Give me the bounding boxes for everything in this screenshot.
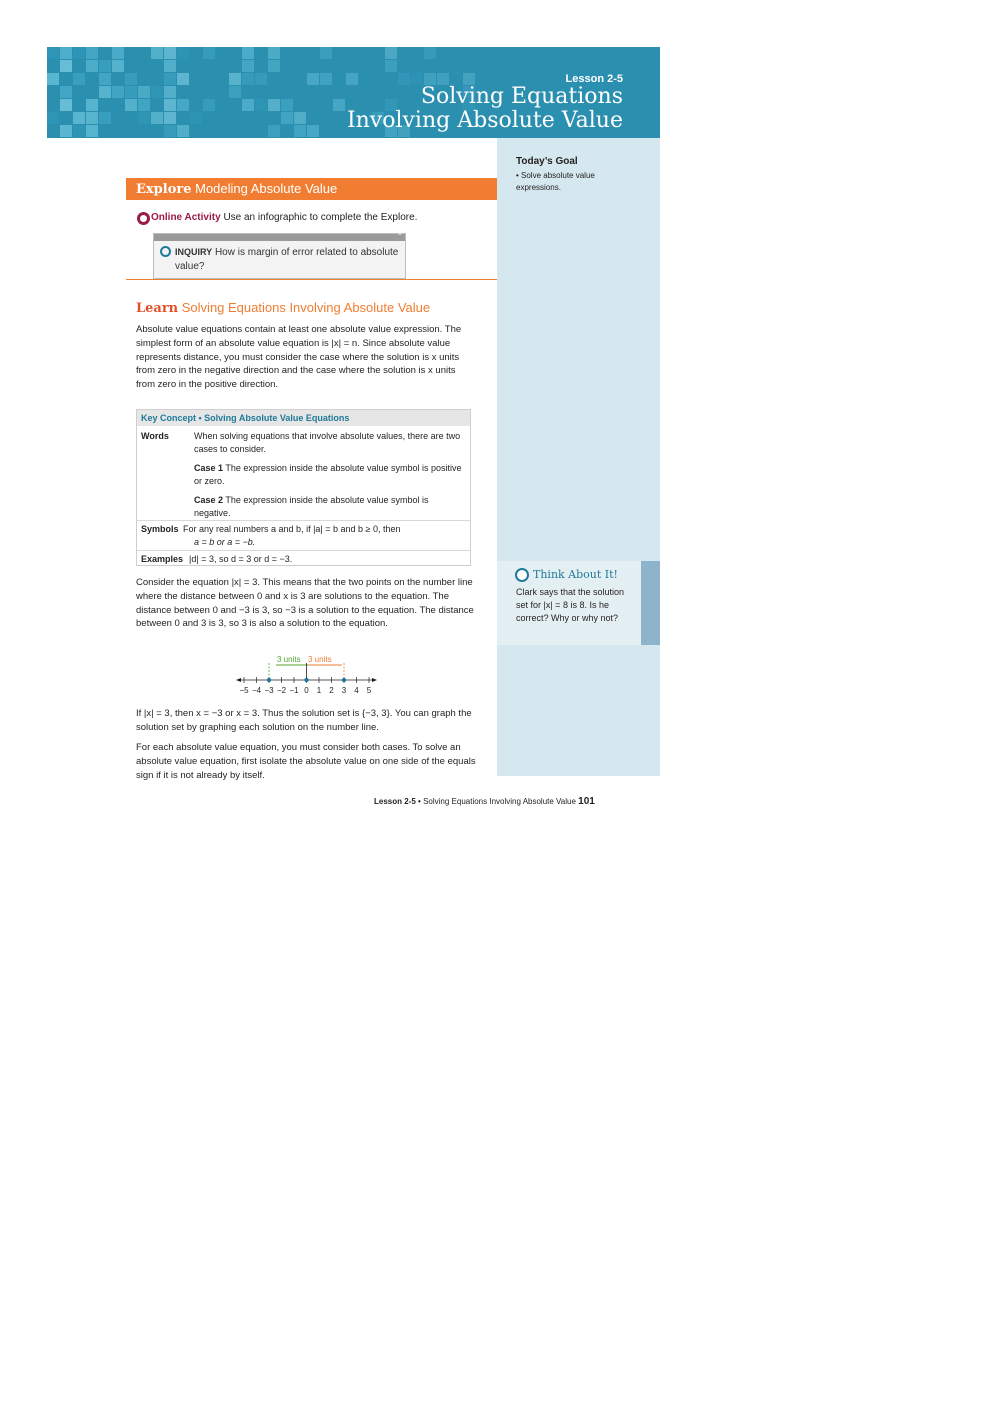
banner-tile [164,112,176,124]
banner-tile [112,47,124,59]
left-distance-label: 3 units [277,655,301,664]
number-line-tick-label: 2 [329,686,334,695]
banner-tile [99,60,111,72]
number-line-tick-label: −4 [251,686,262,695]
symbols-text-2: a = b or a = −b. [194,537,256,547]
number-line-tick-label: 4 [354,686,359,695]
explore-bar [126,178,497,200]
banner-tile [268,47,280,59]
banner-tile [333,99,345,111]
banner-tile [255,99,267,111]
banner-tile [177,47,189,59]
number-line-tick-label: −2 [276,686,287,695]
online-activity-label[interactable]: Online Activity [151,212,221,223]
banner-tile [229,73,241,85]
banner-tile [268,99,280,111]
key-concept-header [137,410,470,426]
banner-tile [281,112,293,124]
footer-lesson: Lesson 2-5 [374,797,416,806]
learn-title: Solving Equations Involving Absolute Value [181,300,431,315]
banner-tile [138,86,150,98]
banner-tile [112,86,124,98]
number-line-tick-label: 0 [304,686,309,695]
banner-tile [112,60,124,72]
banner-tile [47,73,59,85]
left-arrow-icon [236,678,241,682]
banner-tile [86,47,98,59]
inquiry-label: INQUIRY [175,247,213,257]
banner-tile [60,47,72,59]
banner-tile [385,60,397,72]
number-line-tick-label: −5 [239,686,249,695]
case-2-text: The expression inside the absolute value symbol is negative. [194,495,429,518]
banner-tile [60,60,72,72]
key-concept-title: Key Concept • Solving Absolute Value Equations [141,413,350,423]
inquiry-icon [160,246,171,257]
banner-tile [190,112,202,124]
banner-tile [47,47,59,59]
banner-tile [294,112,306,124]
banner-tile [307,125,319,137]
banner-tile [73,73,85,85]
number-line-tick-label: 3 [341,686,347,695]
explore-label: Explore [136,182,192,197]
learn-paragraph-1: Absolute value equations contain at least one absolute value expression. The simplest form of an absolute value equation is |x| = n. Since absolute value represents distance, you must consider the case where the solution is x units from zero in the negative direction and the case where the solution is x units from zero in the positive direction. [136,324,462,391]
case-2-label: Case 2 [194,495,224,505]
banner-tile [86,99,98,111]
examples-label: Examples [141,554,184,564]
banner-tile [242,73,254,85]
banner-tile [164,60,176,72]
symbols-text-1: For any real numbers a and b, if |a| = b and b ≥ 0, then [183,524,401,534]
banner-tile [73,47,85,59]
banner-tile [255,73,267,85]
banner-tile [60,99,72,111]
banner-tile [99,112,111,124]
banner-tile [125,86,137,98]
banner-tile [203,47,215,59]
banner-tile [60,86,72,98]
banner-tile [294,125,306,137]
think-about-it-text: Clark says that the solution set for |x| = 8 is 8. Is he correct? Why or why not? [516,587,625,623]
banner-tile [125,99,137,111]
page-number: 101 [578,796,595,807]
right-arrow-icon [372,678,377,682]
inquiry-title-bar [154,231,405,241]
banner-tile [86,112,98,124]
banner-tile [424,47,436,59]
footer-separator: • [418,797,421,806]
banner-tile [125,73,137,85]
online-activity[interactable] [151,212,417,223]
think-tab [641,561,660,645]
banner-tile [138,112,150,124]
banner-tile [164,73,176,85]
case-2 [194,494,466,520]
explore-title: Modeling Absolute Value [195,181,338,196]
lesson-label: Lesson 2-5 [565,73,623,85]
number-line-tick-label: −3 [264,686,274,695]
banner-tile [320,73,332,85]
number-line-point [304,678,308,682]
banner-tile [164,125,176,137]
banner-tile [151,112,163,124]
lesson-title-line1: Solving Equations [420,84,623,109]
words-text: When solving equations that involve absolute values, there are two cases to consider. [194,431,461,454]
case-1 [194,462,466,488]
banner-tile [151,47,163,59]
banner-tile [242,60,254,72]
banner-tile [73,125,85,137]
lesson-title-line2: Involving Absolute Value [346,108,623,133]
banner-tile [164,86,176,98]
banner-tile [268,125,280,137]
online-activity-icon [137,212,150,225]
banner-tile [268,60,280,72]
banner-tile [99,73,111,85]
page-footer [374,796,595,807]
explore-heading [136,181,337,197]
learn-label: Learn [136,301,179,316]
close-icon[interactable]: × [397,231,402,238]
banner-tile [177,73,189,85]
case-1-text: The expression inside the absolute value symbol is positive or zero. [194,463,462,486]
banner-tile [229,86,241,98]
inquiry-box [153,233,406,279]
lesson-title [347,85,623,133]
number-line-tick-label: −1 [289,686,299,695]
number-line [236,651,378,697]
learn-heading [136,300,430,316]
banner-tile [99,86,111,98]
online-activity-text: Use an infographic to complete the Explore. [223,212,418,223]
examples-text: |d| = 3, so d = 3 or d = −3. [189,554,293,564]
banner-tile [164,99,176,111]
right-distance-label: 3 units [308,655,332,664]
banner-tile [242,99,254,111]
think-about-it-title: Think About It! [533,568,618,581]
number-line-tick-label: 5 [366,686,372,695]
banner-tile [346,73,358,85]
learn-paragraph-4: For each absolute value equation, you must consider both cases. To solve an absolute value equation, first isolate the absolute value on one side of the equals sign if it is not already by itself. [136,742,476,781]
banner-tile [398,73,410,85]
banner-tile [177,125,189,137]
case-1-label: Case 1 [194,463,224,473]
banner-tile [138,99,150,111]
banner-tile [242,47,254,59]
banner-tile [203,99,215,111]
number-line-tick-label: 1 [316,686,322,695]
thought-bubble-icon [515,568,529,582]
learn-paragraph-2: Consider the equation |x| = 3. This means that the two points on the number line where the distance between 0 and x is 3 are solutions to the equation. The distance between 0 and −3 is 3, so −3 is a solution to the equation. The distance between 0 and 3 is 3, so 3 is also a solution to the equation. [136,577,474,630]
inquiry-question [175,245,400,274]
banner-tile [281,99,293,111]
words-label: Words [141,431,169,441]
banner-tile [307,73,319,85]
banner-tile [164,47,176,59]
banner-tile [385,47,397,59]
todays-goal-item: • Solve absolute value expressions. [516,171,595,192]
learn-paragraph-3: If |x| = 3, then x = −3 or x = 3. Thus the solution set is {−3, 3}. You can graph the solution set by graphing each solution on the number line. [136,708,472,733]
banner-tile [177,99,189,111]
banner-tile [47,112,59,124]
banner-tile [151,86,163,98]
banner-tile [86,125,98,137]
number-line-point [267,678,271,682]
symbols-label: Symbols [141,524,179,534]
footer-title: Solving Equations Involving Absolute Value [423,797,576,806]
think-about-it-box [497,561,660,645]
key-concept-table [136,409,471,566]
inquiry-text: How is margin of error related to absolute value? [175,247,399,272]
todays-goal-title: Today’s Goal [516,156,578,167]
banner-tile [60,125,72,137]
key-concept-divider [137,520,470,521]
banner-tile [73,112,85,124]
key-concept-divider [137,550,470,551]
explore-divider [126,279,497,280]
number-line-point [342,678,346,682]
banner-tile [320,47,332,59]
lesson-banner [47,47,660,138]
banner-tile [86,60,98,72]
sidebar [497,138,660,776]
